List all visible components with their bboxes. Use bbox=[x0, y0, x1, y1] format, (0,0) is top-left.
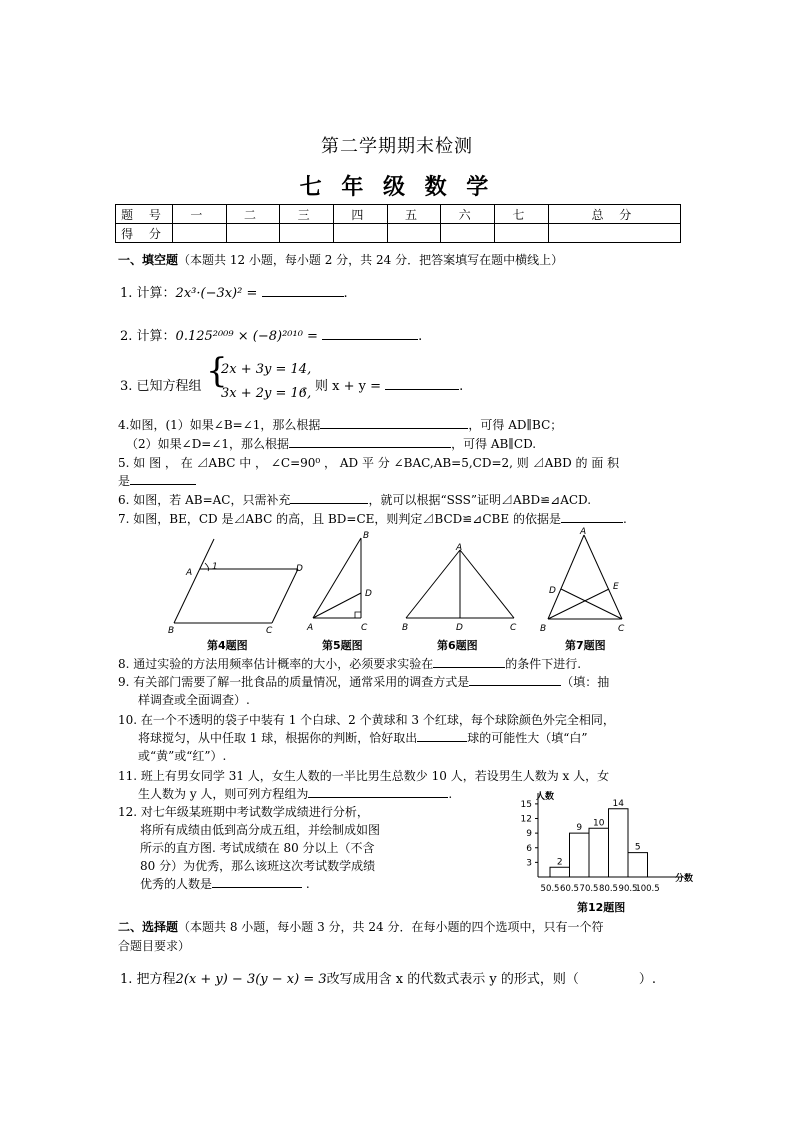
question-text: 6. 如图，若 AB=AC，只需补充 bbox=[118, 493, 291, 507]
bar-value-label: 14 bbox=[612, 798, 624, 809]
equation-2: 3x + 2y = 16, bbox=[221, 386, 312, 401]
y-tick-label: 6 bbox=[526, 843, 532, 854]
answer-blank[interactable] bbox=[290, 491, 368, 504]
answer-blank[interactable] bbox=[322, 327, 418, 340]
point-label: A bbox=[307, 623, 314, 633]
question-text: 将球搅匀，从中任取 1 球，根据你的判断，恰好取出 bbox=[138, 731, 418, 745]
x-tick-label: 70.5 bbox=[579, 884, 599, 894]
question-text: （填：抽 bbox=[561, 675, 610, 689]
question-text: 是 bbox=[118, 474, 131, 488]
section-title: 二、选择题 bbox=[118, 920, 179, 934]
question-10a: 10. 在一个不透明的袋子中装有 1 个白球、2 个黄球和 3 个红球，每个球除颜色外完全相同， bbox=[118, 713, 615, 727]
question-2 bbox=[120, 325, 422, 344]
math-expression: 2x³·(−3x)² = bbox=[175, 286, 258, 301]
x-tick-label: 50.5 bbox=[540, 884, 560, 894]
point-label: D bbox=[456, 623, 463, 633]
answer-blank[interactable] bbox=[308, 785, 448, 798]
y-tick-label: 3 bbox=[526, 858, 532, 869]
point-label: D bbox=[296, 564, 303, 574]
question-12a: 12. 对七年级某班期中考试数学成绩进行分析， bbox=[118, 805, 369, 819]
point-label: C bbox=[510, 623, 517, 633]
answer-blank[interactable] bbox=[289, 435, 451, 448]
answer-blank[interactable] bbox=[130, 472, 196, 485]
line-segment bbox=[561, 589, 622, 619]
figure-5-caption: 第5题图 bbox=[322, 639, 363, 652]
y-tick-label: 15 bbox=[520, 799, 532, 810]
math-expression: 2(x + y) − 3(y − x) = 3 bbox=[175, 972, 327, 987]
section2-heading bbox=[118, 918, 603, 935]
table-header-cell: 三 bbox=[280, 205, 334, 224]
question-text: 的条件下进行. bbox=[505, 657, 582, 671]
equation-1: 2x + 3y = 14, bbox=[221, 362, 312, 377]
y-axis-label: 人数 bbox=[536, 792, 555, 802]
section1-heading bbox=[118, 251, 563, 268]
point-label: B bbox=[402, 623, 409, 633]
section2-note-2: 合题目要求） bbox=[118, 939, 191, 953]
answer-blank[interactable] bbox=[262, 284, 344, 297]
question-9b: 样调查或全面调查）. bbox=[138, 693, 250, 707]
punctuation: . bbox=[418, 329, 423, 344]
figure-6-diagram bbox=[400, 542, 520, 636]
point-label: C bbox=[361, 623, 368, 633]
question-11b: 生人数为 y 人，则可列方程组为 . bbox=[138, 787, 453, 801]
question-text: 7. 如图，BE，CD 是⊿ABC 的高，且 BD=CE，则判定⊿BCD≌⊿CBE 的依据是 bbox=[118, 512, 561, 526]
score-cell[interactable] bbox=[173, 224, 227, 243]
score-table bbox=[115, 204, 681, 243]
question-text: ，就可以根据“SSS”证明⊿ABD≌⊿ACD. bbox=[368, 493, 592, 507]
histogram-bar bbox=[628, 853, 648, 877]
question-text: 优秀的人数是 bbox=[140, 877, 213, 891]
question-5a: 5. 如 图 ， 在 ⊿ABC 中 ， ∠C=90⁰ ， AD 平 分 ∠BAC,AB=5,CD=2, 则 ⊿ABD 的 面 积 bbox=[118, 456, 620, 470]
punctuation: . bbox=[622, 512, 627, 526]
figure-7-caption: 第7题图 bbox=[565, 639, 606, 652]
question-text: ，可得 AD∥BC； bbox=[468, 418, 563, 432]
question-4a bbox=[118, 416, 562, 433]
question-prefix: 2. 计算： bbox=[120, 329, 176, 344]
angle-label: 1 bbox=[212, 562, 218, 572]
y-tick-label: 9 bbox=[526, 829, 532, 840]
x-tick-label: 100.5 bbox=[635, 884, 660, 894]
figure-5-diagram bbox=[305, 528, 385, 636]
table-header-cell: 二 bbox=[226, 205, 280, 224]
question-text: 生人数为 y 人，则可列方程组为 bbox=[138, 787, 309, 801]
question-text: 改写成用含 x 的代数式表示 y 的形式，则（ bbox=[326, 972, 579, 987]
right-angle-mark bbox=[355, 612, 361, 618]
question-3-tail bbox=[302, 375, 463, 394]
section-note: （本题共 8 小题，每小题 3 分，共 24 分．在每小题的四个选项中，只有一个符 bbox=[178, 920, 604, 934]
line-segment bbox=[584, 535, 622, 619]
answer-blank[interactable] bbox=[433, 655, 505, 668]
question-text: 球的可能性大（填“白” bbox=[467, 731, 588, 745]
point-label: E bbox=[613, 582, 619, 592]
x-tick-label: 90.5 bbox=[618, 884, 638, 894]
line-segment bbox=[548, 535, 584, 619]
score-cell[interactable] bbox=[441, 224, 495, 243]
chart-title: 第12题图 bbox=[577, 901, 626, 914]
table-row bbox=[116, 205, 681, 224]
histogram-bar bbox=[570, 833, 590, 877]
punctuation: . bbox=[343, 286, 348, 301]
score-cell[interactable] bbox=[334, 224, 388, 243]
answer-blank[interactable] bbox=[385, 377, 459, 390]
table-header-cell: 一 bbox=[173, 205, 227, 224]
question-11a: 11. 班上有男女同学 31 人，女生人数的一半比男生总数少 10 人，若设男生人数为 x 人，女 bbox=[118, 769, 610, 783]
question-12e: 优秀的人数是 . bbox=[140, 877, 310, 891]
question-text: ，可得 AB∥CD. bbox=[451, 437, 537, 451]
line-segment bbox=[406, 550, 460, 618]
question-prefix: 1. 计算： bbox=[120, 286, 176, 301]
question-3-prefix: 3. 已知方程组 bbox=[120, 379, 202, 394]
line-segment bbox=[272, 569, 298, 623]
question-1 bbox=[120, 282, 348, 301]
table-header-cell: 四 bbox=[334, 205, 388, 224]
histogram-bar bbox=[589, 828, 609, 877]
figure-6-caption: 第6题图 bbox=[437, 639, 478, 652]
question-9a bbox=[118, 673, 609, 690]
score-cell[interactable] bbox=[280, 224, 334, 243]
x-axis-label: 分数 bbox=[675, 874, 694, 884]
table-header-cell: 五 bbox=[387, 205, 441, 224]
table-header-cell: 七 bbox=[495, 205, 549, 224]
bar-value-label: 10 bbox=[593, 818, 605, 829]
question-12c: 所示的直方图. 考试成绩在 80 分以上（不含 bbox=[140, 841, 375, 855]
brace-glyph: { bbox=[206, 351, 228, 391]
point-label: B bbox=[540, 624, 547, 634]
point-label: B bbox=[363, 531, 370, 541]
punctuation: . bbox=[459, 379, 464, 394]
point-label: C bbox=[618, 624, 625, 634]
score-cell[interactable] bbox=[387, 224, 441, 243]
point-label: D bbox=[549, 586, 556, 596]
line-segment bbox=[460, 550, 514, 618]
choice-question-1 bbox=[120, 968, 656, 987]
answer-blank[interactable] bbox=[320, 416, 468, 429]
question-prefix: 1. 把方程 bbox=[120, 972, 176, 987]
math-expression: 0.125²⁰⁰⁹ × (−8)²⁰¹⁰ = bbox=[175, 329, 318, 344]
answer-blank[interactable] bbox=[561, 510, 623, 523]
answer-blank[interactable] bbox=[417, 729, 467, 742]
line-segment bbox=[174, 539, 214, 623]
question-6 bbox=[118, 491, 591, 508]
point-label: B bbox=[168, 626, 175, 635]
question-text: （2）如果∠D=∠1，那么根据 bbox=[126, 437, 290, 451]
figure-4-caption: 第4题图 bbox=[207, 639, 248, 652]
section-title: 一、填空题 bbox=[118, 253, 179, 267]
exam-subtitle: 七 年 级 数 学 bbox=[299, 174, 495, 200]
score-cell[interactable] bbox=[226, 224, 280, 243]
table-row bbox=[116, 224, 681, 243]
question-4b bbox=[126, 435, 536, 452]
question-text: ，则 x + y = bbox=[302, 379, 381, 394]
question-8 bbox=[118, 655, 581, 672]
point-label: C bbox=[266, 626, 273, 635]
question-text: 4.如图，(1）如果∠B=∠1，那么根据 bbox=[118, 418, 321, 432]
answer-blank[interactable] bbox=[469, 673, 561, 686]
histogram-bar bbox=[550, 867, 570, 877]
chart-bars bbox=[550, 799, 648, 877]
question-5b bbox=[118, 472, 196, 489]
histogram-bar bbox=[609, 809, 629, 877]
line-segment bbox=[548, 589, 609, 619]
figure-4-diagram bbox=[160, 535, 320, 635]
bar-value-label: 2 bbox=[556, 857, 563, 868]
x-tick-label: 80.5 bbox=[599, 884, 618, 894]
table-header-cell: 得 分 bbox=[116, 224, 173, 243]
table-header-cell: 题 号 bbox=[116, 205, 173, 224]
x-tick-label: 60.5 bbox=[560, 884, 579, 894]
table-header-cell: 六 bbox=[441, 205, 495, 224]
angle-arc bbox=[205, 563, 209, 571]
punctuation: ）. bbox=[638, 972, 656, 987]
y-tick-label: 12 bbox=[520, 814, 532, 825]
question-text: 8. 通过实验的方法用频率估计概率的大小，必须要求实验在 bbox=[118, 657, 434, 671]
score-cell[interactable] bbox=[495, 224, 549, 243]
bar-value-label: 5 bbox=[634, 842, 641, 853]
question-10c: 或“黄”或“红”）. bbox=[138, 749, 227, 763]
point-label: D bbox=[365, 589, 372, 599]
section-note: （本题共 12 小题，每小题 2 分，共 24 分．把答案填写在题中横线上） bbox=[178, 253, 564, 267]
point-label: A bbox=[186, 568, 193, 578]
question-10b bbox=[138, 729, 588, 746]
bar-value-label: 9 bbox=[576, 823, 583, 834]
answer-blank[interactable] bbox=[212, 875, 302, 888]
question-text: 9. 有关部门需要了解一批食品的质量情况，通常采用的调查方式是 bbox=[118, 675, 470, 689]
score-cell[interactable] bbox=[548, 224, 680, 243]
point-label: A bbox=[456, 543, 463, 553]
point-label: A bbox=[580, 527, 587, 537]
histogram-chart bbox=[508, 785, 698, 913]
question-12b: 将所有成绩由低到高分成五组，并绘制成如图 bbox=[140, 823, 381, 837]
table-header-cell: 总 分 bbox=[548, 205, 680, 224]
question-12d: 80 分）为优秀，那么该班这次考试数学成绩 bbox=[140, 859, 376, 873]
figure-7-diagram bbox=[538, 525, 634, 635]
exam-title: 第二学期期末检测 bbox=[321, 136, 473, 157]
